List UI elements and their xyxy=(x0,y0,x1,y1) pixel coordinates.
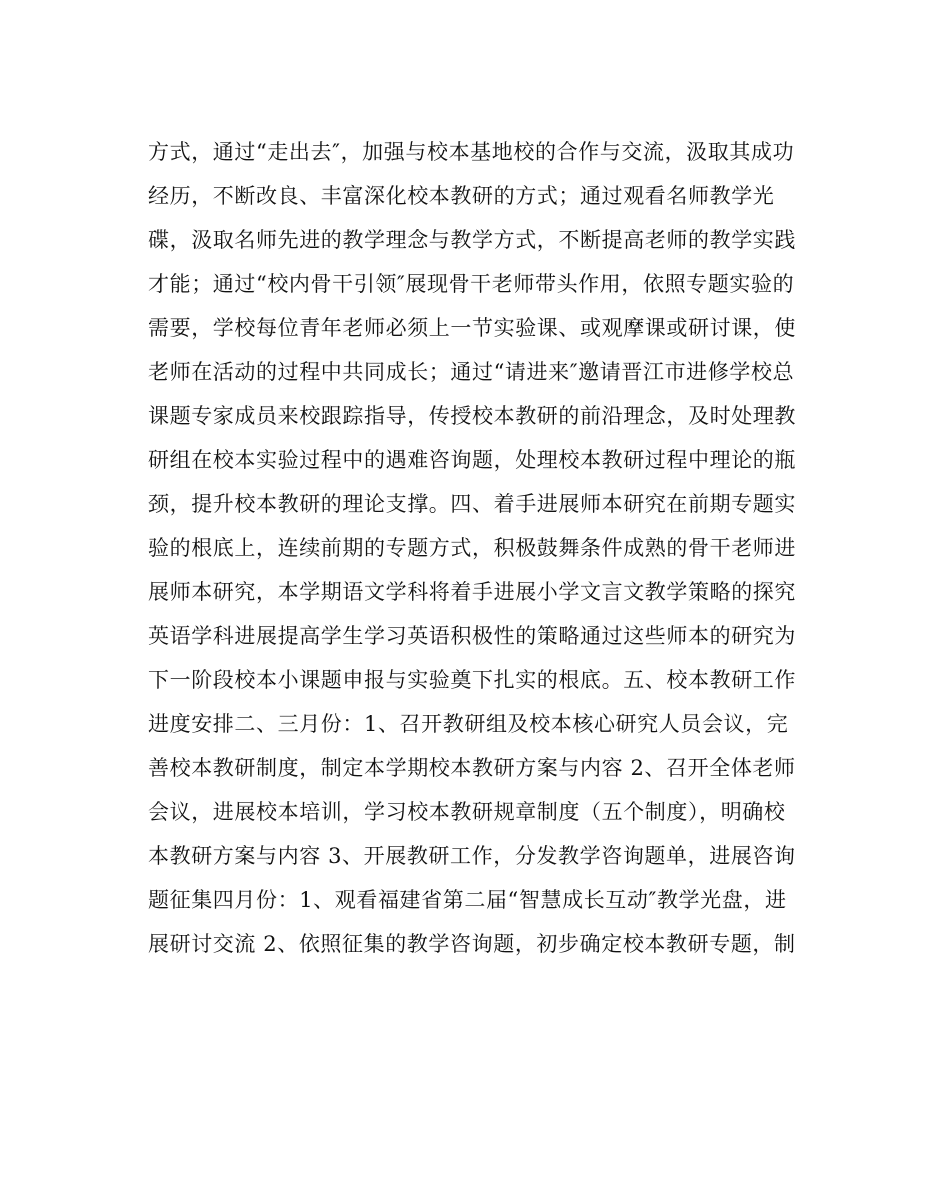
text-line: 老师在活动的过程中共同成长；通过“请进来″邀请晋江市进修学校总 xyxy=(148,360,795,384)
text-line: 英语学科进展提高学生学习英语积极性的策略通过这些师本的研究为 xyxy=(148,624,796,648)
text-line: 碟，汲取名师先进的教学理念与教学方式，不断提高老师的教学实践 xyxy=(148,228,796,252)
text-line: 展师本研究，本学期语文学科将着手进展小学文言文教学策略的探究 xyxy=(148,580,796,604)
text-line: 经历，不断改良、丰富深化校本教研的方式；通过观看名师教学光 xyxy=(148,184,775,208)
text-line: 善校本教研制度，制定本学期校本教研方案与内容 2、召开全体老师 xyxy=(148,756,796,780)
text-line: 展研讨交流 2、依照征集的教学咨询题，初步确定校本教研专题，制 xyxy=(148,932,796,956)
text-line: 课题专家成员来校跟踪指导，传授校本教研的前沿理念，及时处理教 xyxy=(148,404,796,428)
text-line: 研组在校本实验过程中的遇难咨询题，处理校本教研过程中理论的瓶 xyxy=(148,448,796,472)
text-line: 颈，提升校本教研的理论支撑。四、着手进展师本研究在前期专题实 xyxy=(148,492,796,516)
text-line: 会议，进展校本培训，学习校本教研规章制度（五个制度），明确校 xyxy=(148,800,786,824)
text-line: 方式，通过“走出去″，加强与校本基地校的合作与交流，汲取其成功 xyxy=(148,140,795,164)
text-line: 题征集四月份：1、观看福建省第二届“智慧成长互动″教学光盘，进 xyxy=(148,888,787,912)
text-line: 验的根底上，连续前期的专题方式，积极鼓舞条件成熟的骨干老师进 xyxy=(148,536,796,560)
body-text xyxy=(148,130,818,966)
text-line: 需要，学校每位青年老师必须上一节实验课、或观摩课或研讨课，使 xyxy=(148,316,796,340)
text-line: 才能；通过“校内骨干引领″展现骨干老师带头作用，依照专题实验的 xyxy=(148,272,795,296)
text-line: 进度安排二、三月份：1、召开教研组及校本核心研究人员会议，完 xyxy=(148,712,789,736)
text-line: 本教研方案与内容 3、开展教研工作，分发教学咨询题单，进展咨询 xyxy=(148,844,796,868)
text-line: 下一阶段校本小课题申报与实验奠下扎实的根底。五、校本教研工作 xyxy=(148,668,796,692)
